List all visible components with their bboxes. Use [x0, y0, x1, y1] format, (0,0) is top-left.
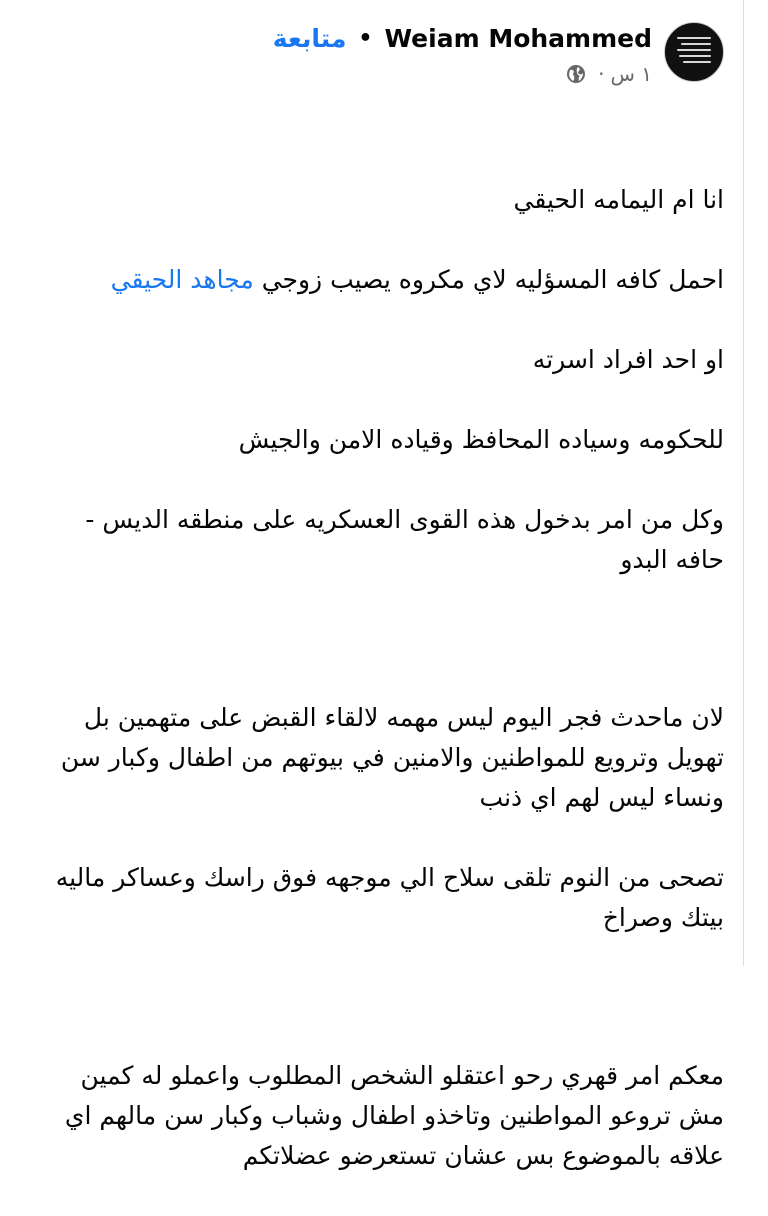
- post-body: [44, 140, 724, 1216]
- post-line: تصحى من النوم تلقى سلاح الي موجهه فوق راسك وعساكر ماليه بيتك وصراخ: [55, 863, 724, 932]
- post-line: او احد افراد اسرته: [532, 345, 724, 374]
- follow-button[interactable]: متابعة: [272, 24, 347, 53]
- post-line: وكل من امر بدخول هذه القوى العسكريه على منطقه الديس - حافه البدو: [85, 505, 724, 574]
- paragraph-gap: [44, 978, 724, 1016]
- author-name[interactable]: Weiam Mohammed: [384, 24, 652, 53]
- post-subinfo: [273, 62, 652, 86]
- post-meta: [273, 22, 652, 86]
- post-line: انا ام اليمامه الحيقي: [513, 185, 724, 214]
- avatar[interactable]: [664, 22, 724, 82]
- globe-icon[interactable]: [566, 64, 586, 84]
- post-line: معكم امر قهري رحو اعتقلو الشخص المطلوب واعملو له كمين مش تروعو المواطنين وتاخذو اطفال وشباب وكبار سن مالهم اي علاقه بالموضوع بس عشان تستعرضو عضلاتكم: [64, 1061, 724, 1170]
- post-line: للحكومه وسياده المحافظ وقياده الامن والجيش: [238, 425, 724, 454]
- post-line: [44, 260, 724, 300]
- paragraph-gap: [44, 620, 724, 658]
- post-time[interactable]: ١ س: [610, 62, 652, 86]
- mention-link[interactable]: مجاهد الحيقي: [110, 265, 254, 294]
- name-row: [273, 22, 652, 56]
- time-separator: ·: [598, 62, 605, 86]
- post-text: احمل كافه المسؤليه لاي مكروه يصيب زوجي: [253, 265, 724, 294]
- post-line: لان ماحدث فجر اليوم ليس مهمه لالقاء القبض على متهمين بل تهويل وترويع للمواطنين والامنين في بيوتهم من اطفال وكبار سن ونساء ليس لهم اي ذنب: [60, 703, 724, 812]
- card-border: [743, 0, 744, 966]
- name-separator: •: [358, 26, 373, 51]
- post-header: [273, 22, 724, 86]
